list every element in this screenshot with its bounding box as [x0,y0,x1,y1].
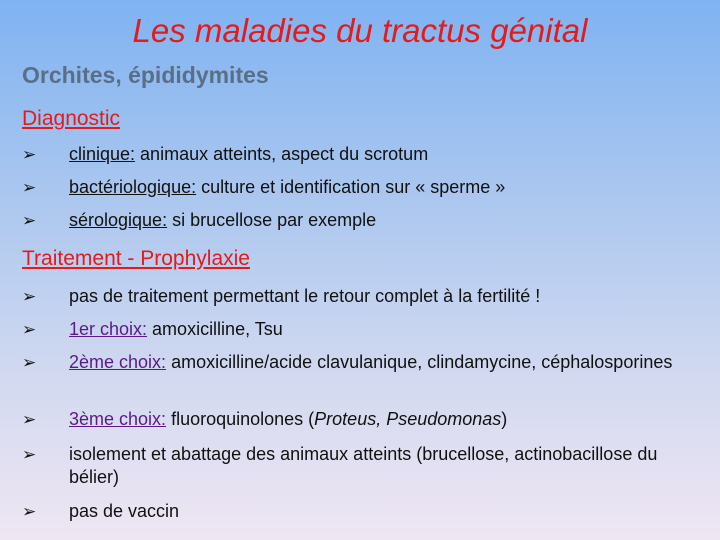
list-item [22,318,702,341]
slide-subtitle: Orchites, épididymites [22,62,269,88]
item-text: pas de traitement permettant le retour complet à la fertilité ! [69,286,541,306]
list-item [22,500,702,523]
arrow-bullet-icon: ➢ [22,410,37,429]
item-label: clinique: [69,144,136,164]
section-heading-traitement: Traitement - Prophylaxie [22,247,250,270]
arrow-bullet-icon: ➢ [22,211,37,230]
item-label: 2ème choix: [69,352,167,372]
arrow-bullet-icon: ➢ [22,502,37,521]
item-text: fluoroquinolones ( [166,409,315,429]
item-text: animaux atteints, aspect du scrotum [135,144,429,164]
list-item [22,408,702,431]
arrow-bullet-icon: ➢ [22,145,37,164]
item-text: pas de vaccin [69,501,180,521]
list-item [22,443,702,489]
item-text: culture et identification sur « sperme » [196,177,506,197]
list-item [22,209,702,232]
list-item [22,351,702,374]
item-label: sérologique: [69,210,168,230]
list-item [22,176,702,199]
list-item [22,285,702,308]
item-text: amoxicilline/acide clavulanique, clindamycine, céphalosporines [166,352,673,372]
arrow-bullet-icon: ➢ [22,178,37,197]
arrow-bullet-icon: ➢ [22,353,37,372]
item-text: si brucellose par exemple [167,210,377,230]
item-text: amoxicilline, Tsu [147,319,283,339]
item-text-after: ) [501,409,508,429]
item-label: 3ème choix: [69,409,167,429]
item-label: 1er choix: [69,319,148,339]
slide-title: Les maladies du tractus génital [132,12,588,49]
section-heading-diagnostic: Diagnostic [22,107,121,130]
list-item [22,143,702,166]
arrow-bullet-icon: ➢ [22,320,37,339]
item-text: isolement et abattage des animaux atteints (brucellose, actinobacillose du bélier) [69,444,658,487]
arrow-bullet-icon: ➢ [22,287,37,306]
item-label: bactériologique: [69,177,197,197]
arrow-bullet-icon: ➢ [22,445,37,464]
item-italic-text: Proteus, Pseudomonas [314,409,502,429]
